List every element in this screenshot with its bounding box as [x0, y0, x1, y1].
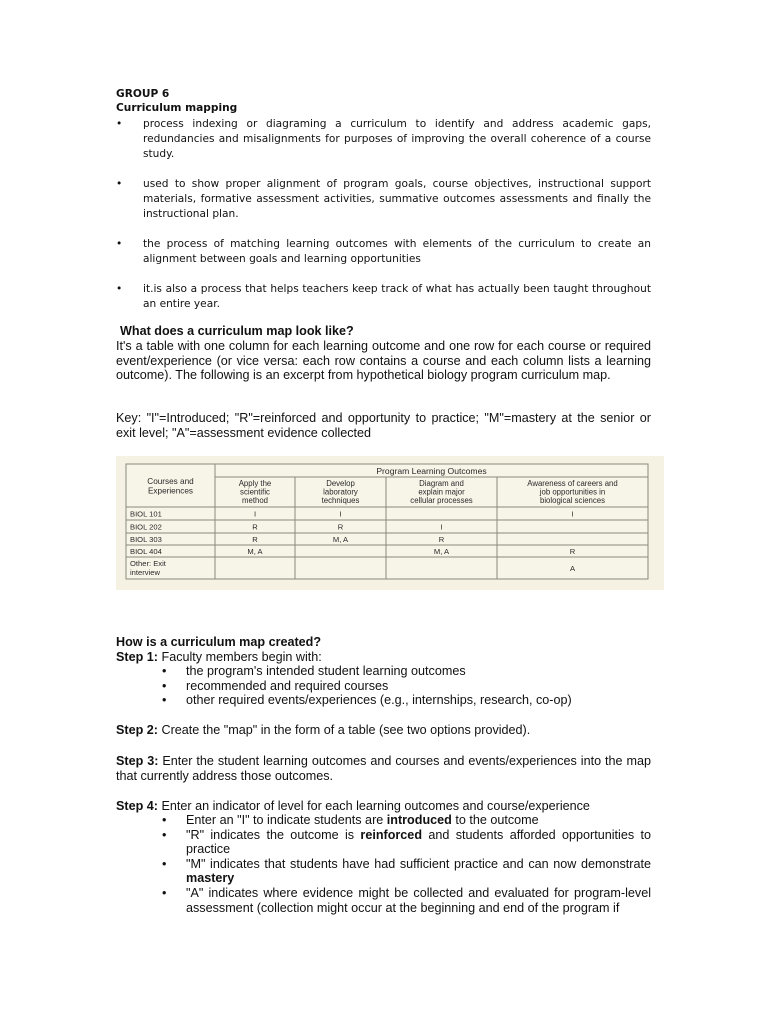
- table-column-header: explain major: [418, 487, 465, 497]
- list-item: • the program's intended student learning outcomes: [162, 664, 466, 678]
- list-item: • other required events/experiences (e.g., internships, research, co-op): [162, 693, 572, 708]
- table-cell: R: [252, 535, 258, 544]
- table-column-header: Apply the: [238, 479, 272, 488]
- table-column-header: laboratory: [323, 487, 358, 497]
- section-title-created: How is a curriculum map created?: [116, 635, 322, 649]
- table-cell: R: [569, 547, 576, 556]
- curriculum-map-figure: [116, 456, 664, 590]
- step-4: Step 4: Enter an indicator of level for each learning outcomes and course/experience: [116, 799, 590, 813]
- table-column-header: Diagram and: [419, 479, 464, 488]
- list-item: • it.is also a process that helps teachers keep track of what has actually been taught throughout an entire year.: [116, 283, 651, 310]
- definition-list: [116, 117, 651, 312]
- list-item: • process indexing or diagraming a curriculum to identify and address academic gaps, redundancies and misalignments for purposes of improving the overall coherence of a course study.: [116, 118, 651, 160]
- table-row-label: BIOL 202: [130, 522, 162, 532]
- table-cell: I: [253, 509, 257, 519]
- table-column-header: techniques: [321, 496, 360, 506]
- table-cell: M, A: [433, 547, 450, 556]
- bullet-icon: •: [116, 283, 123, 295]
- table-cell: I: [440, 522, 443, 532]
- table-column-header: Awareness of careers and: [527, 479, 618, 488]
- bullet-icon: •: [162, 885, 167, 900]
- bullet-icon: •: [116, 118, 123, 130]
- key-paragraph: Key: "I"=Introduced; "R"=reinforced and opportunity to practice; "M"=mastery at the senior or exit level; "A"=assessment evidence collected: [116, 411, 651, 440]
- list-item: • Enter an "I" to indicate students are introduced to the outcome: [162, 813, 539, 827]
- table-cell: R: [438, 535, 445, 544]
- step-2: Step 2: Create the "map" in the form of a table (see two options provided).: [116, 723, 531, 737]
- table-cell: I: [571, 509, 574, 519]
- table-row-label: BIOL 404: [130, 547, 162, 556]
- step-1: Step 1: Faculty members begin with:: [116, 650, 322, 664]
- curriculum-map-table: [116, 456, 664, 590]
- list-item: • the process of matching learning outcomes with elements of the curriculum to create an alignment between goals and learning opportunities: [116, 238, 651, 265]
- look-paragraph: It's a table with one column for each learning outcome and one row for each course or required event/experience (or vice versa: each row contains a course and each column lists a learning outcome). The following is an excerpt from hypothetical biology program curriculum map.: [116, 339, 651, 383]
- bullet-icon: •: [162, 827, 167, 842]
- bullet-icon: •: [162, 813, 167, 827]
- table-row-label: Other: Exit: [130, 559, 166, 568]
- step-1-list: [160, 664, 651, 708]
- table-column-header: cellular processes: [410, 496, 473, 506]
- table-cell: R: [337, 522, 344, 532]
- table-group-header: Program Learning Outcomes: [376, 466, 487, 476]
- table-row-label: BIOL 303: [130, 535, 162, 544]
- bullet-icon: •: [162, 856, 167, 871]
- bullet-icon: •: [162, 678, 167, 693]
- table-column-header: job opportunities in: [539, 487, 606, 497]
- bullet-icon: •: [116, 238, 123, 250]
- list-item: • used to show proper alignment of program goals, course objectives, instructional support materials, formative assessment activities, summative outcomes assessments and finally the instructional plan.: [116, 178, 651, 220]
- group-heading: GROUP 6: [116, 88, 170, 100]
- table-row-label: BIOL 101: [130, 509, 162, 519]
- list-item: • "A" indicates where evidence might be collected and evaluated for program-level assessment (collection might occur at the beginning and end of the program if: [162, 885, 651, 915]
- table-cell: A: [569, 564, 576, 573]
- step-4-list: [160, 813, 651, 915]
- bullet-icon: •: [116, 178, 123, 190]
- table-cell: M, A: [332, 535, 349, 544]
- list-item: • "R" indicates the outcome is reinforced and students afforded opportunities to practice: [162, 827, 652, 857]
- table-column-header: method: [241, 496, 269, 506]
- table-cell: M, A: [247, 547, 263, 556]
- table-column-header: biological sciences: [539, 496, 606, 506]
- list-item: • "M" indicates that students have had sufficient practice and can now demonstrate mastery: [162, 856, 651, 886]
- table-cell: I: [339, 509, 342, 519]
- table-column-header: Develop: [326, 479, 355, 488]
- bullet-icon: •: [162, 664, 167, 678]
- step-3: Step 3: Enter the student learning outcomes and courses and events/experiences into the map that currently address those outcomes.: [116, 754, 651, 783]
- table-row-header: Experiences: [147, 486, 194, 496]
- table-cell: R: [252, 522, 258, 532]
- table-row-header: Courses and: [147, 477, 194, 486]
- list-item: • recommended and required courses: [162, 678, 389, 693]
- bullet-icon: •: [162, 693, 167, 708]
- section-title-look: What does a curriculum map look like?: [120, 324, 354, 338]
- table-row-label: interview: [130, 568, 160, 577]
- section-title-curriculum-mapping: Curriculum mapping: [116, 102, 238, 114]
- table-column-header: scientific: [240, 487, 270, 497]
